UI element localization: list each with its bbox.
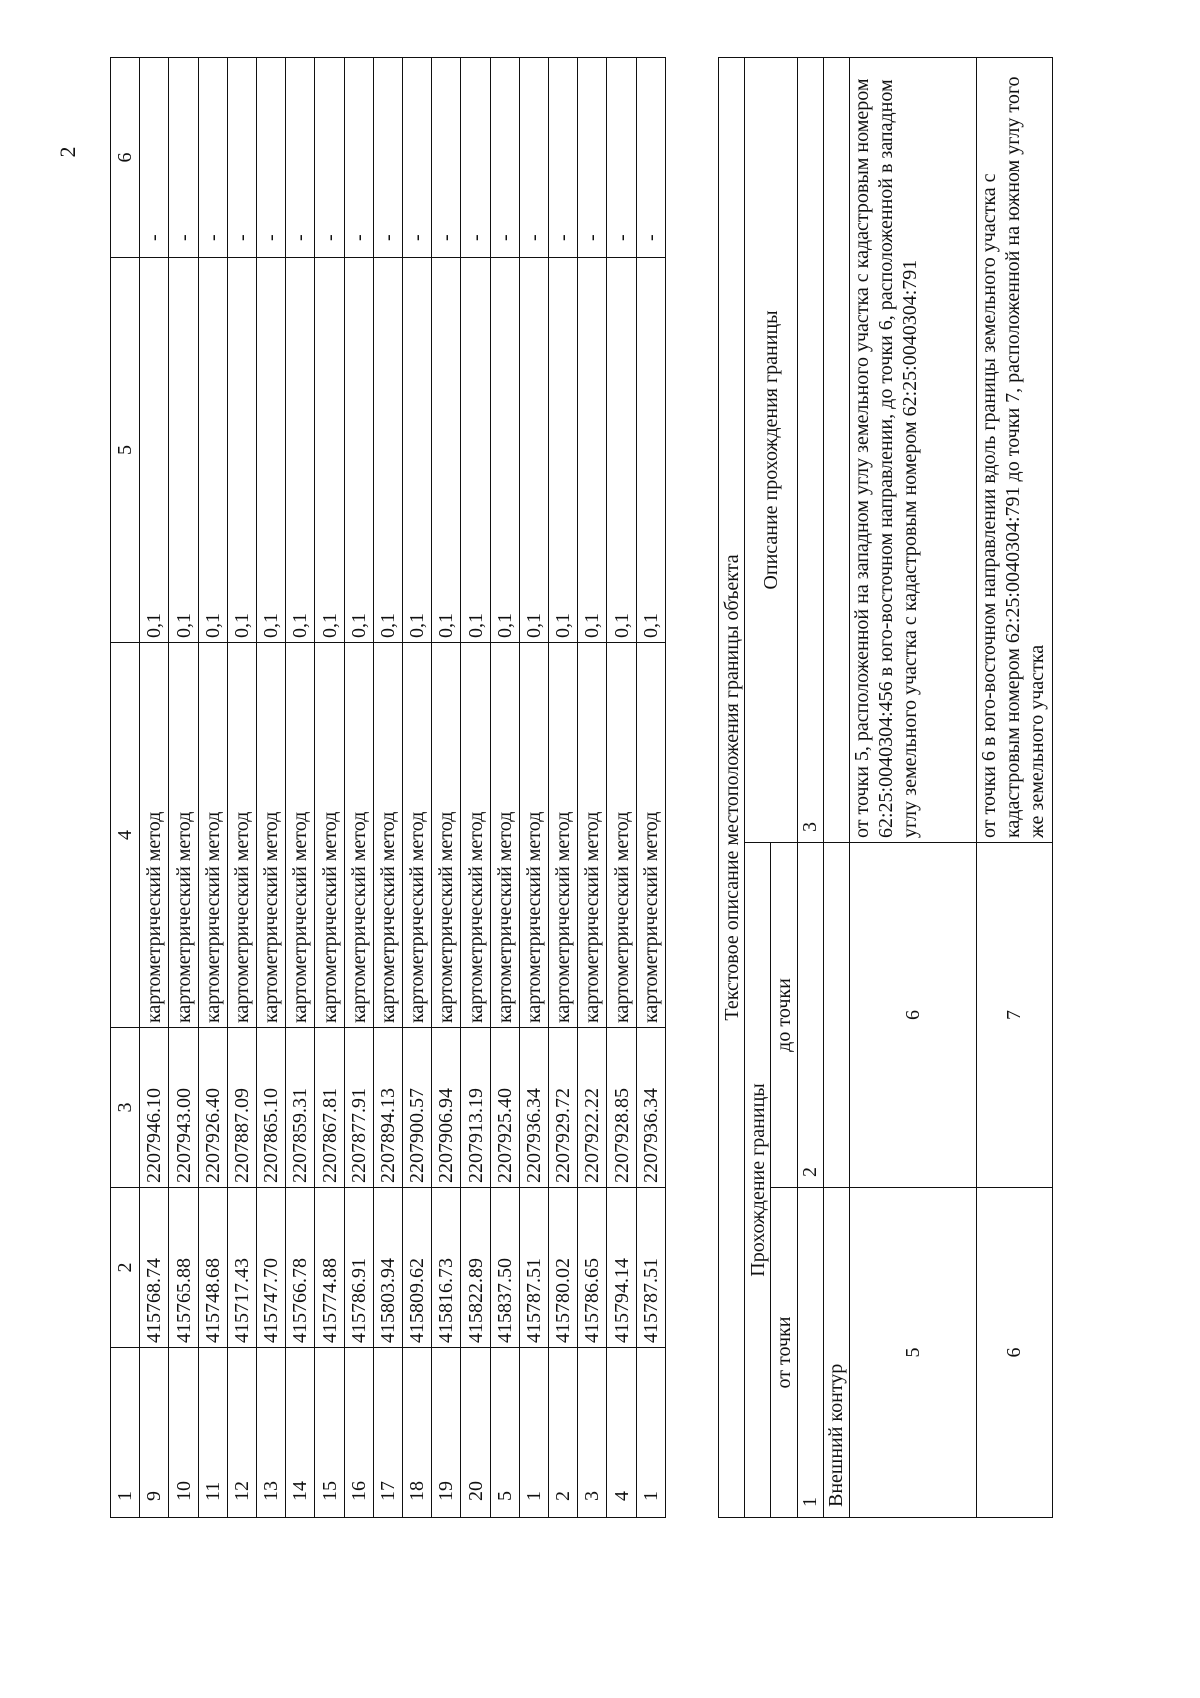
boundary-description-table-wrapper — [718, 58, 1053, 1518]
y-coordinate: 2207913.19 — [461, 1028, 490, 1188]
method: картометрический метод — [607, 643, 636, 1028]
note: - — [519, 58, 548, 258]
note: - — [315, 58, 344, 258]
accuracy: 0,1 — [198, 258, 227, 643]
coordinates-header-row — [111, 58, 140, 1518]
accuracy: 0,1 — [578, 258, 607, 643]
y-coordinate: 2207894.13 — [373, 1028, 402, 1188]
boundary-passage-header: Прохождение границы — [745, 843, 771, 1518]
note: - — [286, 58, 315, 258]
point-number: 9 — [140, 1348, 169, 1518]
x-coordinate: 415816.73 — [432, 1188, 461, 1348]
y-coordinate: 2207936.34 — [636, 1028, 665, 1188]
note: - — [169, 58, 198, 258]
point-number: 17 — [373, 1348, 402, 1518]
x-coordinate: 415787.51 — [519, 1188, 548, 1348]
point-number: 11 — [198, 1348, 227, 1518]
y-coordinate: 2207877.91 — [344, 1028, 373, 1188]
x-coordinate: 415786.65 — [578, 1188, 607, 1348]
column-number-header: 1 — [111, 1348, 140, 1518]
y-coordinate: 2207929.72 — [549, 1028, 578, 1188]
point-number: 3 — [578, 1348, 607, 1518]
y-coordinate: 2207925.40 — [490, 1028, 519, 1188]
x-coordinate: 415786.91 — [344, 1188, 373, 1348]
point-number: 1 — [636, 1348, 665, 1518]
point-number: 14 — [286, 1348, 315, 1518]
method: картометрический метод — [461, 643, 490, 1028]
accuracy: 0,1 — [432, 258, 461, 643]
method: картометрический метод — [227, 643, 256, 1028]
boundary-description: от точки 6 в юго-восточном направлении вдоль границы земельного участка с кадастровым номером 62:25:0040304:791 до точки 7, расположенной на южном углу того же земельного участка — [976, 57, 1052, 842]
x-coordinate: 415822.89 — [461, 1188, 490, 1348]
note: - — [373, 58, 402, 258]
y-coordinate: 2207922.22 — [578, 1028, 607, 1188]
method: картометрический метод — [169, 643, 198, 1028]
point-number: 15 — [315, 1348, 344, 1518]
description-column-header: Описание прохождения границы — [745, 57, 797, 842]
note: - — [636, 58, 665, 258]
point-number: 19 — [432, 1348, 461, 1518]
empty-cell — [823, 57, 849, 842]
note: - — [461, 58, 490, 258]
x-coordinate: 415748.68 — [198, 1188, 227, 1348]
point-number: 5 — [490, 1348, 519, 1518]
note: - — [432, 58, 461, 258]
method: картометрический метод — [373, 643, 402, 1028]
method: картометрический метод — [549, 643, 578, 1028]
x-coordinate: 415787.51 — [636, 1188, 665, 1348]
to-point-header: до точки — [771, 843, 797, 1188]
coordinates-row — [286, 58, 315, 1518]
accuracy: 0,1 — [169, 258, 198, 643]
y-coordinate: 2207928.85 — [607, 1028, 636, 1188]
point-number: 1 — [519, 1348, 548, 1518]
y-coordinate: 2207943.00 — [169, 1028, 198, 1188]
method: картометрический метод — [257, 643, 286, 1028]
description-row — [976, 57, 1052, 1517]
contour-row — [823, 57, 849, 1517]
x-coordinate: 415747.70 — [257, 1188, 286, 1348]
coordinates-table-wrapper — [110, 58, 666, 1518]
column-number: 2 — [797, 843, 823, 1188]
column-number-header: 4 — [111, 643, 140, 1028]
column-number-header: 3 — [111, 1028, 140, 1188]
coordinates-row — [578, 58, 607, 1518]
x-coordinate: 415794.14 — [607, 1188, 636, 1348]
y-coordinate: 2207867.81 — [315, 1028, 344, 1188]
contour-label: Внешний контур — [823, 1188, 849, 1518]
y-coordinate: 2207865.10 — [257, 1028, 286, 1188]
x-coordinate: 415717.43 — [227, 1188, 256, 1348]
method: картометрический метод — [432, 643, 461, 1028]
point-number: 2 — [549, 1348, 578, 1518]
empty-cell — [823, 843, 849, 1188]
coordinates-row — [227, 58, 256, 1518]
coordinates-row — [490, 58, 519, 1518]
method: картометрический метод — [578, 643, 607, 1028]
column-number: 3 — [797, 57, 823, 842]
coordinates-row — [169, 58, 198, 1518]
boundary-description: от точки 5, расположенной на западном углу земельного участка с кадастровым номером 62:25:0040304:456 в юго-восточном направлении, до точки 6, расположенной в западном углу земельного участка с кадастровым номером 62:25:0040304:791 — [849, 57, 976, 842]
coordinates-table — [110, 57, 666, 1518]
accuracy: 0,1 — [227, 258, 256, 643]
x-coordinate: 415766.78 — [286, 1188, 315, 1348]
method: картометрический метод — [315, 643, 344, 1028]
x-coordinate: 415809.62 — [403, 1188, 432, 1348]
note: - — [403, 58, 432, 258]
accuracy: 0,1 — [519, 258, 548, 643]
accuracy: 0,1 — [373, 258, 402, 643]
method: картометрический метод — [344, 643, 373, 1028]
coordinates-row — [519, 58, 548, 1518]
note: - — [607, 58, 636, 258]
coordinates-row — [607, 58, 636, 1518]
accuracy: 0,1 — [286, 258, 315, 643]
y-coordinate: 2207887.09 — [227, 1028, 256, 1188]
coordinates-row — [140, 58, 169, 1518]
accuracy: 0,1 — [315, 258, 344, 643]
method: картометрический метод — [519, 643, 548, 1028]
accuracy: 0,1 — [461, 258, 490, 643]
note: - — [578, 58, 607, 258]
point-number: 13 — [257, 1348, 286, 1518]
note: - — [227, 58, 256, 258]
method: картометрический метод — [140, 643, 169, 1028]
y-coordinate: 2207946.10 — [140, 1028, 169, 1188]
method: картометрический метод — [403, 643, 432, 1028]
column-number: 1 — [797, 1188, 823, 1518]
coordinates-row — [198, 58, 227, 1518]
accuracy: 0,1 — [607, 258, 636, 643]
point-number: 16 — [344, 1348, 373, 1518]
point-number: 4 — [607, 1348, 636, 1518]
note: - — [490, 58, 519, 258]
method: картометрический метод — [286, 643, 315, 1028]
column-number-header: 5 — [111, 258, 140, 643]
column-number-header: 2 — [111, 1188, 140, 1348]
accuracy: 0,1 — [403, 258, 432, 643]
to-point: 6 — [849, 843, 976, 1188]
coordinates-row — [432, 58, 461, 1518]
to-point: 7 — [976, 843, 1052, 1188]
note: - — [344, 58, 373, 258]
accuracy: 0,1 — [257, 258, 286, 643]
coordinates-row — [636, 58, 665, 1518]
note: - — [549, 58, 578, 258]
y-coordinate: 2207900.57 — [403, 1028, 432, 1188]
x-coordinate: 415837.50 — [490, 1188, 519, 1348]
point-number: 12 — [227, 1348, 256, 1518]
method: картометрический метод — [636, 643, 665, 1028]
coordinates-row — [315, 58, 344, 1518]
x-coordinate: 415774.88 — [315, 1188, 344, 1348]
x-coordinate: 415768.74 — [140, 1188, 169, 1348]
coordinates-row — [257, 58, 286, 1518]
from-point: 5 — [849, 1188, 976, 1518]
point-number: 20 — [461, 1348, 490, 1518]
coordinates-row — [344, 58, 373, 1518]
coordinates-row — [403, 58, 432, 1518]
x-coordinate: 415780.02 — [549, 1188, 578, 1348]
x-coordinate: 415803.94 — [373, 1188, 402, 1348]
point-number: 10 — [169, 1348, 198, 1518]
coordinates-row — [461, 58, 490, 1518]
accuracy: 0,1 — [490, 258, 519, 643]
y-coordinate: 2207906.94 — [432, 1028, 461, 1188]
accuracy: 0,1 — [344, 258, 373, 643]
column-number-row — [797, 57, 823, 1517]
accuracy: 0,1 — [549, 258, 578, 643]
from-point-header: от точки — [771, 1188, 797, 1518]
note: - — [257, 58, 286, 258]
from-point: 6 — [976, 1188, 1052, 1518]
coordinates-row — [549, 58, 578, 1518]
y-coordinate: 2207936.34 — [519, 1028, 548, 1188]
accuracy: 0,1 — [636, 258, 665, 643]
coordinates-row — [373, 58, 402, 1518]
x-coordinate: 415765.88 — [169, 1188, 198, 1348]
note: - — [140, 58, 169, 258]
column-number-header: 6 — [111, 58, 140, 258]
description-row — [849, 57, 976, 1517]
page-number: 2 — [55, 146, 80, 158]
method: картометрический метод — [198, 643, 227, 1028]
description-table-title: Текстовое описание местоположения границы объекта — [719, 57, 745, 1517]
boundary-description-table — [718, 57, 1053, 1518]
y-coordinate: 2207926.40 — [198, 1028, 227, 1188]
group-header-row — [745, 57, 771, 1517]
accuracy: 0,1 — [140, 258, 169, 643]
point-number: 18 — [403, 1348, 432, 1518]
method: картометрический метод — [490, 643, 519, 1028]
note: - — [198, 58, 227, 258]
y-coordinate: 2207859.31 — [286, 1028, 315, 1188]
description-title-row — [719, 57, 745, 1517]
